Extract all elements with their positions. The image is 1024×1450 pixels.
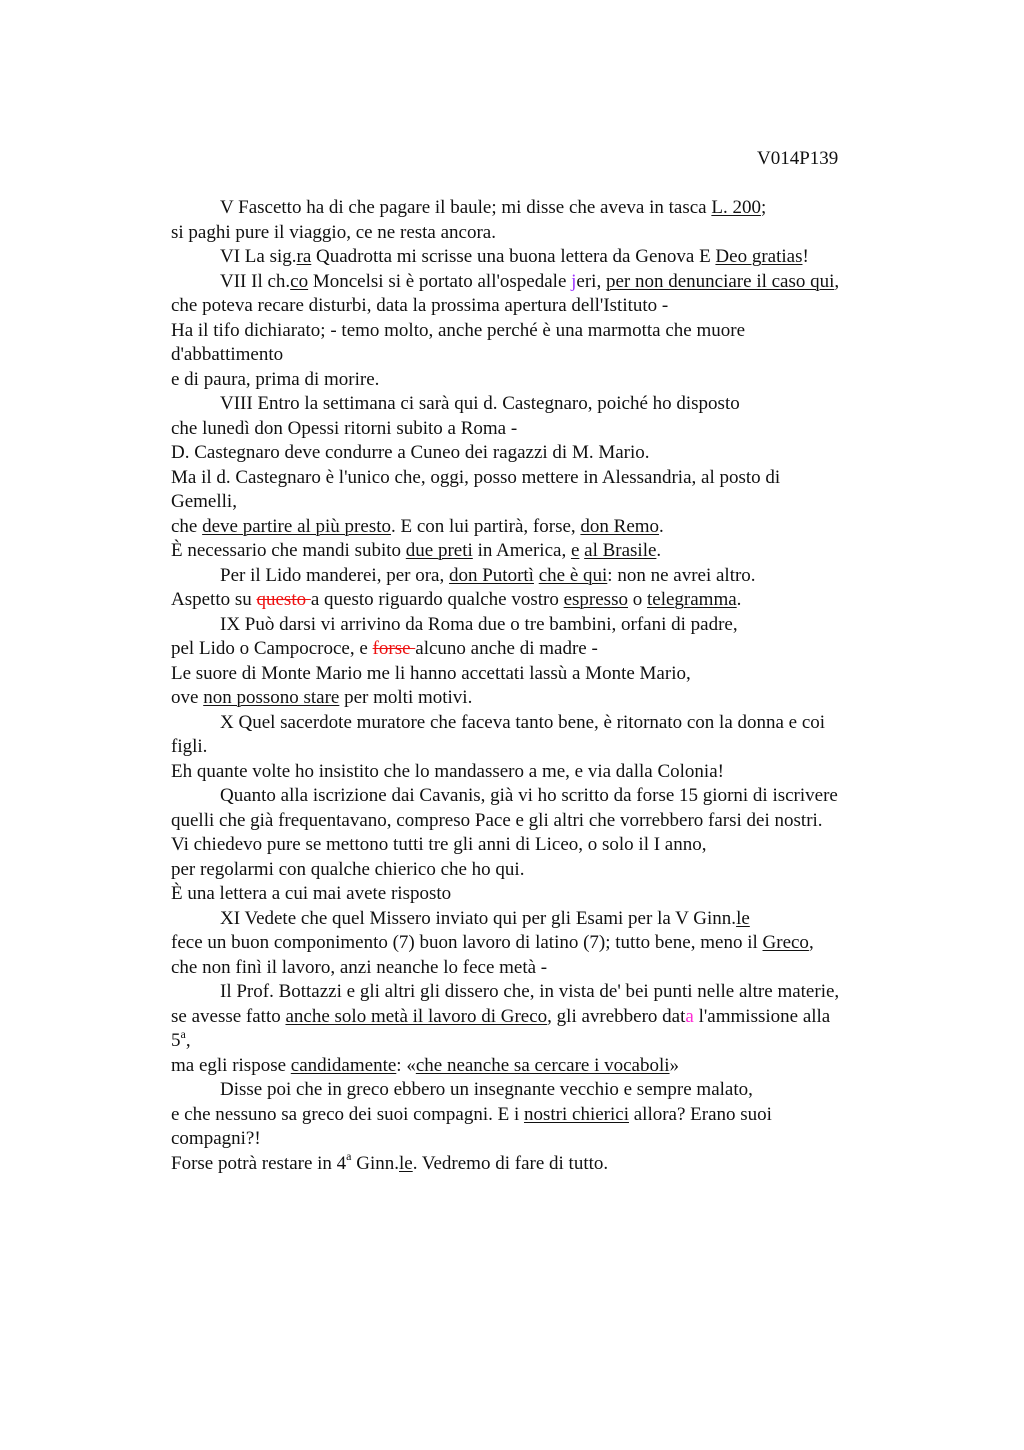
text-segment: , — [185, 1030, 191, 1051]
text-line — [171, 1103, 911, 1128]
text-segment: Le suore di Monte Mario me li hanno accettati lassù a Monte Mario, — [171, 662, 691, 684]
underlined-text: due preti — [405, 540, 473, 561]
text-segment: in America, — [472, 540, 571, 561]
colored-mark: j — [571, 270, 577, 292]
text-line — [171, 368, 911, 393]
text-line — [171, 441, 911, 466]
text-line — [171, 490, 911, 515]
text-segment: Disse poi che in greco ebbero un insegnante vecchio e sempre malato, — [220, 1079, 753, 1100]
text-segment: Per il Lido manderei, per ora, — [220, 564, 449, 586]
text-segment: IX Può darsi vi arrivino da Roma due o tre bambini, orfani di padre, — [220, 613, 738, 635]
text-segment: che non finì il lavoro, anzi neanche lo fece metà - — [171, 956, 548, 978]
text-segment: È una lettera a cui mai avete risposto — [171, 883, 452, 904]
page-id: V014P139 — [757, 148, 839, 169]
text-segment: a questo riguardo qualche vostro — [310, 589, 564, 610]
underlined-text: le — [736, 907, 750, 929]
text-line — [171, 294, 911, 319]
text-line — [171, 858, 911, 883]
text-line — [171, 637, 911, 662]
text-segment: XI Vedete che quel Missero inviato qui per gli Esami per la V Ginn. — [220, 907, 737, 929]
text-segment: che — [171, 515, 203, 537]
text-line — [171, 1054, 911, 1079]
text-segment: 5 — [171, 1030, 181, 1051]
text-segment: V Fascetto ha di che pagare il baule; mi disse che aveva in tasca — [220, 197, 712, 218]
underlined-text: Deo gratias — [715, 246, 803, 267]
text-segment: e che nessuno sa greco dei suoi compagni. E i — [171, 1103, 524, 1125]
text-segment: . Vedremo di fare di tutto. — [412, 1152, 609, 1174]
underlined-text: anche solo metà il lavoro di Greco — [285, 1005, 548, 1027]
underlined-text: che è qui — [538, 564, 608, 586]
text-line — [171, 760, 911, 785]
text-segment: , gli avrebbero dat — [547, 1005, 686, 1027]
text-segment: : non ne avrei altro. — [607, 564, 756, 586]
text-line — [171, 784, 911, 809]
text-segment: È necessario che mandi subito — [171, 540, 406, 561]
text-segment: ; — [760, 197, 767, 218]
text-segment: Ginn. — [351, 1152, 399, 1174]
text-segment: VII Il ch. — [220, 270, 291, 292]
text-segment: Quadrotta mi scrisse una buona lettera da Genova E — [311, 246, 716, 267]
text-segment: allora? Erano suoi — [628, 1103, 772, 1125]
text-line — [171, 515, 911, 540]
superscript: a — [346, 1149, 352, 1164]
text-segment: . — [736, 589, 742, 610]
text-segment: ove — [171, 687, 204, 708]
text-line — [171, 833, 911, 858]
text-line — [171, 1078, 911, 1103]
underlined-text: candidamente — [290, 1054, 397, 1076]
text-line — [171, 1127, 911, 1152]
text-segment: , — [834, 270, 840, 292]
text-line — [171, 1149, 911, 1177]
text-segment: Quanto alla iscrizione dai Cavanis, già vi ho scritto da forse 15 giorni di iscrivere — [220, 785, 838, 806]
text-line — [171, 245, 911, 270]
text-segment: si paghi pure il viaggio, ce ne resta ancora. — [171, 221, 496, 243]
text-segment: Moncelsi si è portato all'ospedale — [308, 270, 572, 292]
underlined-text: espresso — [563, 589, 628, 610]
text-line — [171, 980, 911, 1005]
colored-mark: a — [685, 1005, 694, 1027]
text-line — [171, 1005, 911, 1030]
underlined-text: deve partire al più presto — [202, 515, 391, 537]
underlined-text: Greco — [762, 932, 809, 953]
text-line — [171, 343, 911, 368]
text-segment: , — [808, 932, 814, 953]
text-line — [171, 221, 911, 246]
text-line — [171, 417, 911, 442]
text-segment: eri, — [576, 270, 606, 292]
underlined-text: don Putortì — [448, 564, 534, 586]
text-segment: fece un buon componimento (7) buon lavoro di latino (7); tutto bene, meno il — [171, 932, 763, 953]
text-segment: compagni?! — [171, 1128, 261, 1149]
text-segment: VIII Entro la settimana ci sarà qui d. Castegnaro, poiché ho disposto — [220, 393, 740, 414]
underlined-text: le — [399, 1152, 413, 1174]
text-segment: Eh quante volte ho insistito che lo mandassero a me, e via dalla Colonia! — [171, 760, 724, 782]
underlined-text: co — [290, 270, 309, 292]
text-segment: ! — [802, 246, 809, 267]
text-line — [171, 564, 911, 589]
text-segment: l'ammissione alla — [693, 1005, 831, 1027]
text-segment: alcuno anche di madre - — [415, 638, 598, 659]
underlined-text: non possono stare — [203, 687, 340, 708]
text-segment: X Quel sacerdote muratore che faceva tanto bene, è ritornato con la donna e coi — [220, 711, 826, 733]
text-segment: Ma il d. Castegnaro è l'unico che, oggi, posso mettere in Alessandria, al posto di — [171, 466, 781, 488]
text-segment: Gemelli, — [171, 491, 237, 512]
text-segment: . — [656, 540, 662, 561]
text-segment: . E con lui partirà, forse, — [391, 515, 581, 537]
letter-body — [171, 196, 911, 1176]
text-segment: Ha il tifo dichiarato; - temo molto, anche perché è una marmotta che muore — [171, 319, 745, 341]
text-line — [171, 882, 911, 907]
text-segment: Vi chiedevo pure se mettono tutti tre gli anni di Liceo, o solo il I anno, — [171, 834, 707, 855]
text-segment: d'abbattimento — [171, 344, 284, 365]
text-line — [171, 735, 911, 760]
text-line — [171, 662, 911, 687]
text-segment: Il Prof. Bottazzi e gli altri gli dissero che, in vista de' bei punti nelle altre materie, — [220, 981, 840, 1002]
text-segment: che poteva recare disturbi, data la prossima apertura dell'Istituto - — [171, 295, 669, 316]
underlined-text: nostri chierici — [523, 1103, 629, 1125]
underlined-text: al Brasile — [584, 540, 657, 561]
text-line — [171, 613, 911, 638]
underlined-text: che neanche sa cercare i vocaboli — [415, 1054, 670, 1076]
text-segment: : « — [396, 1054, 416, 1076]
text-segment: per molti motivi. — [339, 687, 473, 708]
underlined-text: e — [570, 540, 580, 561]
struck-text: forse — [372, 638, 416, 659]
text-segment: se avesse fatto — [171, 1005, 286, 1027]
text-line — [171, 196, 911, 221]
text-segment: » — [669, 1054, 680, 1076]
text-segment: e di paura, prima di morire. — [171, 368, 380, 390]
text-line — [171, 686, 911, 711]
text-line — [171, 956, 911, 981]
text-segment: per regolarmi con qualche chierico che ho qui. — [171, 858, 525, 880]
text-line — [171, 711, 911, 736]
text-segment: Forse potrà restare in 4 — [171, 1152, 347, 1174]
superscript: a — [180, 1026, 186, 1041]
text-segment: Aspetto su — [171, 589, 257, 610]
text-segment: . — [659, 515, 664, 537]
text-segment: o — [627, 589, 647, 610]
text-line — [171, 931, 911, 956]
text-segment: pel Lido o Campocroce, e — [171, 638, 373, 659]
text-line — [171, 809, 911, 834]
text-segment: quelli che già frequentavano, compreso Pace e gli altri che vorrebbero farsi dei nostri. — [171, 809, 823, 831]
underlined-text: L. 200 — [711, 197, 761, 218]
text-segment: VI La sig. — [220, 246, 297, 267]
text-line — [171, 907, 911, 932]
text-segment: D. Castegnaro deve condurre a Cuneo dei ragazzi di M. Mario. — [171, 442, 650, 463]
text-segment: che lunedì don Opessi ritorni subito a Roma - — [171, 417, 518, 439]
text-segment: ma egli rispose — [171, 1054, 291, 1076]
text-line — [171, 588, 911, 613]
text-line — [171, 319, 911, 344]
underlined-text: don Remo — [580, 515, 660, 537]
text-line — [171, 539, 911, 564]
struck-text: questo — [256, 589, 311, 610]
text-line — [171, 466, 911, 491]
text-line — [171, 392, 911, 417]
text-segment: figli. — [171, 736, 208, 757]
underlined-text: per non denunciare il caso qui — [605, 270, 835, 292]
text-line — [171, 1026, 911, 1054]
text-line — [171, 270, 911, 295]
underlined-text: telegramma — [646, 589, 737, 610]
underlined-text: ra — [296, 246, 312, 267]
